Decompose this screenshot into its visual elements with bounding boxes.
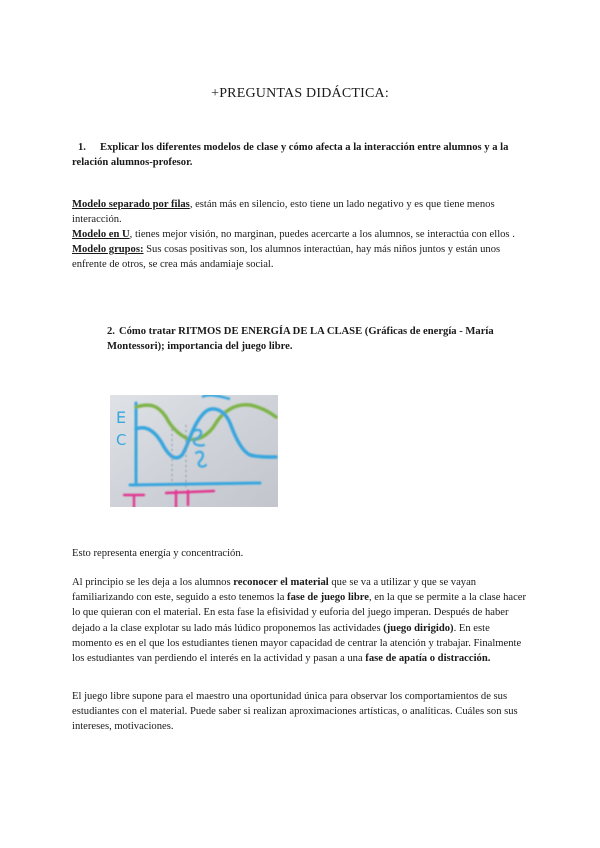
- model-groups: [72, 242, 528, 272]
- graph-x-axis: [130, 483, 260, 485]
- phases-text-2: que se va a utilizar y que se vayan familiarizando con este, seguido a esto tenemos la: [72, 577, 477, 604]
- free-play-paragraph: El juego libre supone para el maestro una oportunidad única para observar los comportamientos de sus estudiantes con el material. Puede saber si realizan aproximaciones artísticas, o analíticas. Cuáles son sus intereses, motivaciones.: [72, 691, 518, 733]
- question-1: [72, 140, 528, 170]
- phases-bold-4: fase de apatía o distracción.: [365, 653, 491, 665]
- model-groups-label: Modelo grupos:: [72, 244, 144, 255]
- model-u-text: , tienes mejor visión, no marginan, puedes acercarte a los alumnos, se interactúa con ellos .: [129, 229, 515, 240]
- phases-bold-1: reconocer el material: [233, 577, 329, 588]
- question-1-text: Explicar los diferentes modelos de clase y cómo afecta a la interacción entre alumnos y a la relación alumnos-profesor.: [72, 142, 509, 168]
- phases-bold-2: fase de juego libre: [287, 592, 369, 604]
- sketch-label-c: C: [116, 431, 127, 449]
- class-models-list: [72, 197, 528, 272]
- model-rows-label: Modelo separado por filas: [72, 199, 190, 210]
- question-2: [107, 324, 527, 354]
- phases-text-1: Al principio se les deja a los alumnos: [72, 577, 234, 588]
- page-title: +PREGUNTAS DIDÁCTICA:: [211, 86, 389, 101]
- phases-bold-3: (juego dirigido): [383, 622, 454, 634]
- model-u-label: Modelo en U: [72, 229, 130, 240]
- phases-text-4: . En este momento es en el que los estudiantes tienen mayor capacidad de centrar la atención y trabajar. Finalmente los estudiantes van perdiendo el interés en la actividad y pasan a una: [72, 622, 522, 665]
- model-rows-text: , están más en silencio, esto tiene un lado negativo y es que tiene menos interacción.: [72, 199, 495, 225]
- model-groups-text: Sus cosas positivas son, los alumnos interactúan, hay más niños juntos y están unos enfrente de otros, se crea más andamiaje social.: [72, 244, 501, 270]
- question-2-number: 2.: [107, 326, 115, 337]
- model-u: [72, 227, 528, 242]
- energy-caption: Esto representa energía y concentración.: [72, 548, 244, 559]
- phases-text-3: , en la que se permite a la clase hacer lo que quieran con el material. En esta fase la efisividad y euforia del juego imperan. Después de haber dejado a la clase explotar su lado más lúdico proponemos las actividades: [72, 592, 527, 634]
- question-1-number: 1.: [78, 142, 86, 153]
- phases-paragraph: [72, 575, 528, 666]
- sketch-label-e: E: [116, 408, 127, 427]
- energy-graph-photo: [110, 395, 278, 507]
- question-2-text: Cómo tratar RITMOS DE ENERGÍA DE LA CLASE (Gráficas de energía - María Montessori); importancia del juego libre.: [107, 326, 494, 352]
- model-rows: [72, 197, 528, 227]
